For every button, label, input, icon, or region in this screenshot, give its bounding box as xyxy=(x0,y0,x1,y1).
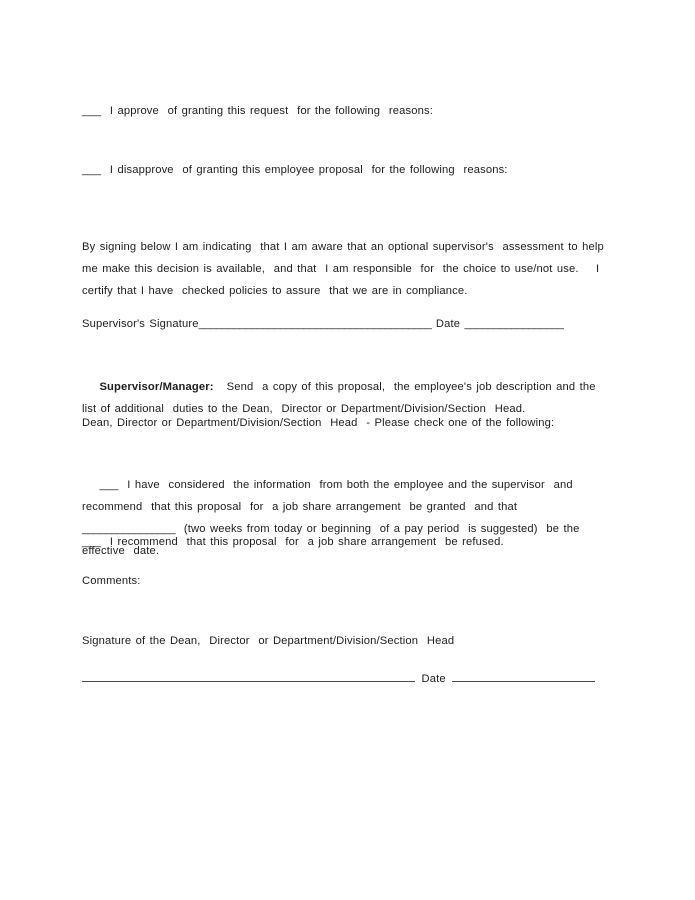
dean-signature-label: Signature of the Dean, Director or Department/Division/Section Head xyxy=(82,635,455,647)
dean-signature-blank[interactable] xyxy=(82,673,415,682)
disapprove-checkbox-line[interactable]: ___ I disapprove of granting this employee proposal for the following reasons: xyxy=(82,164,508,176)
dean-signature-row xyxy=(82,668,595,690)
recommend-grant-text-part1: ___ I have considered the information from both the employee and the supervisor and recommend that this proposal for a job share arrangement be granted and that xyxy=(82,479,578,513)
supervisor-date-label: Date xyxy=(435,318,461,330)
routing-bold-label: Supervisor/Manager: xyxy=(99,381,214,393)
final-date-blank[interactable] xyxy=(452,673,595,682)
supervisor-signature-label: Supervisor's Signature xyxy=(82,318,199,330)
recommend-refuse-line[interactable]: ___ I recommend that this proposal for a job share arrangement be refused. xyxy=(82,536,504,548)
comments-label: Comments: xyxy=(82,575,141,587)
effective-date-blank[interactable]: ________________ xyxy=(82,523,176,535)
supervisor-signature-blank[interactable]: ________________________________________ xyxy=(198,318,432,330)
recommend-grant-text-part2: (two weeks from today or beginning of a pay period is suggested) be the effective date. xyxy=(82,523,584,557)
routing-text: Send a copy of this proposal, the employee's job description and the list of additional duties to the Dean, Director or Department/Division/Section Head. xyxy=(82,381,601,415)
supervisor-signature-row xyxy=(82,313,563,335)
approve-checkbox-line[interactable]: ___ I approve of granting this request for the following reasons: xyxy=(82,105,434,117)
supervisor-date-blank[interactable]: _________________ xyxy=(464,318,564,330)
dean-instruction-line: Dean, Director or Department/Division/Section Head - Please check one of the following: xyxy=(82,417,555,429)
final-date-label-wrap xyxy=(415,673,452,685)
final-date-label: Date xyxy=(421,673,446,685)
recommend-grant-paragraph[interactable] xyxy=(82,452,606,584)
supervisor-date-label-wrap xyxy=(432,318,465,330)
certification-paragraph: By signing below I am indicating that I am aware that an optional supervisor's assessment to help me make this decision is available, and that I am responsible for the choice to use/not use. I certify that I have checked policies to assure that we are in compliance. xyxy=(82,241,609,297)
